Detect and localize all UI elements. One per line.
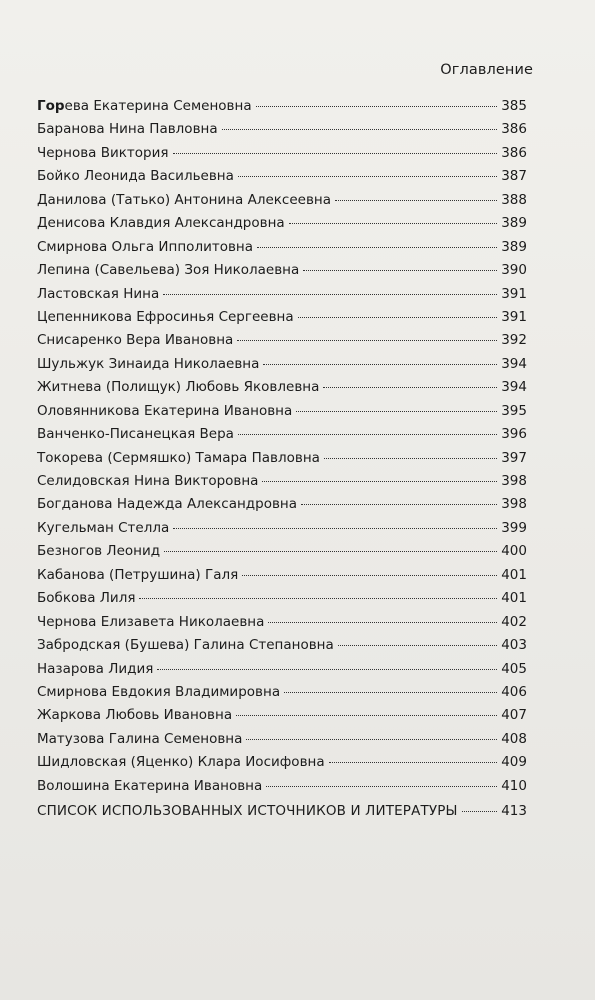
dot-leader — [296, 410, 497, 412]
dot-leader — [257, 246, 497, 248]
dot-leader — [173, 527, 497, 529]
toc-entry — [37, 803, 527, 826]
toc-entry-title: Забродская (Бушева) Галина Степановна — [37, 637, 334, 654]
toc-entry-title: Данилова (Татько) Антонина Алексеевна — [37, 191, 331, 208]
toc-entry-page-number: 405 — [501, 660, 527, 677]
toc-entry-page-number: 400 — [501, 543, 527, 560]
dot-leader — [335, 199, 497, 201]
toc-entry-title: Селидовская Нина Викторовна — [37, 473, 259, 489]
toc-entry — [37, 661, 527, 684]
toc-entry-page-number: 391 — [501, 285, 527, 302]
toc-entry — [37, 778, 527, 801]
toc-entry — [37, 520, 527, 543]
dot-leader — [324, 457, 497, 459]
toc-entry-page-number: 403 — [501, 637, 527, 654]
dot-leader — [284, 691, 497, 693]
toc-entry-title: Токорева (Сермяшко) Тамара Павловна — [37, 449, 320, 466]
toc-entry-title: Волошина Екатерина Ивановна — [37, 777, 263, 794]
toc-entry-title: Цепенникова Ефросинья Сергеевна — [37, 308, 294, 325]
toc-entry — [37, 192, 527, 215]
toc-entry — [37, 262, 527, 285]
toc-entry-title — [37, 98, 252, 114]
toc-entry — [37, 637, 527, 660]
toc-entry — [37, 707, 527, 730]
toc-entry — [37, 403, 527, 426]
toc-entry — [37, 145, 527, 168]
toc-entry-page-number: 396 — [501, 426, 527, 443]
toc-entry-title: Чернова Елизавета Николаевна — [37, 613, 265, 630]
toc-entry — [37, 543, 527, 566]
dot-leader — [237, 339, 497, 341]
toc-entry — [37, 215, 527, 238]
dot-leader — [242, 574, 497, 576]
toc-entry-page-number: 387 — [501, 168, 527, 185]
toc-entry-title-bold: Гор — [37, 98, 65, 114]
dot-leader — [246, 738, 497, 740]
toc-entry — [37, 731, 527, 754]
dot-leader — [329, 761, 497, 763]
dot-leader — [289, 222, 497, 224]
toc-entry — [37, 684, 527, 707]
toc-entry-page-number: 398 — [501, 473, 527, 489]
dot-leader — [157, 668, 497, 670]
toc-entry-title: Ванченко-Писанецкая Вера — [37, 426, 234, 443]
toc-entry — [37, 356, 527, 379]
dot-leader — [173, 152, 497, 154]
toc-entry-title: Бойко Леонида Васильевна — [37, 168, 234, 185]
dot-leader — [298, 316, 497, 318]
toc-entry-page-number: 389 — [501, 238, 527, 255]
dot-leader — [256, 105, 497, 107]
toc-entry — [37, 239, 527, 262]
toc-entry-page-number: 390 — [501, 262, 527, 279]
dot-leader — [238, 433, 497, 435]
toc-entry-page-number: 402 — [501, 613, 527, 630]
toc-entry-title: Кугельман Стелла — [37, 519, 170, 536]
toc-entry-title: Шидловская (Яценко) Клара Иосифовна — [37, 754, 325, 771]
toc-entry-page-number: 385 — [501, 98, 527, 114]
toc-entry-title: СПИСОК ИСПОЛЬЗОВАННЫХ ИСТОЧНИКОВ И ЛИТЕРАТУРЫ — [37, 803, 458, 820]
dot-leader — [268, 621, 497, 623]
toc-entry — [37, 614, 527, 637]
toc-entry — [37, 496, 527, 519]
toc-entry-page-number: 406 — [501, 683, 527, 700]
dot-leader — [139, 597, 497, 599]
toc-entry-title: Кабанова (Петрушина) Галя — [37, 566, 239, 583]
toc-entry-page-number: 394 — [501, 379, 527, 396]
toc-entry-page-number: 389 — [501, 215, 527, 232]
toc-entry — [37, 98, 527, 121]
toc-entry-title: Матузова Галина Семеновна — [37, 730, 243, 747]
toc-entry-title: Шульжук Зинаида Николаевна — [37, 355, 260, 372]
toc-entry — [37, 286, 527, 309]
toc-entry — [37, 379, 527, 402]
toc-entry-page-number: 394 — [501, 355, 527, 372]
toc-entry-page-number: 401 — [501, 566, 527, 583]
toc-entry-page-number: 401 — [501, 590, 527, 607]
toc-entry-page-number: 399 — [501, 519, 527, 536]
toc-entry-title: Денисова Клавдия Александровна — [37, 215, 285, 232]
toc-entry — [37, 473, 527, 496]
toc-entry-title: Оловянникова Екатерина Ивановна — [37, 402, 293, 419]
toc-entry-page-number: 408 — [501, 730, 527, 747]
page-header-title: Оглавление — [440, 62, 533, 78]
toc-entry-title: Смирнова Евдокия Владимировна — [37, 683, 281, 700]
dot-leader — [323, 386, 497, 388]
toc-entry-title: Бобкова Лиля — [37, 590, 136, 607]
toc-entry-title: Богданова Надежда Александровна — [37, 496, 298, 513]
toc-entry-page-number: 409 — [501, 754, 527, 771]
toc-entry — [37, 332, 527, 355]
dot-leader — [301, 503, 497, 505]
dot-leader — [266, 785, 497, 787]
toc-entry-title: Смирнова Ольга Ипполитовна — [37, 238, 254, 255]
toc-entry — [37, 590, 527, 613]
table-of-contents — [37, 98, 527, 827]
toc-entry-title: Снисаренко Вера Ивановна — [37, 332, 234, 349]
dot-leader — [262, 480, 497, 482]
dot-leader — [462, 810, 497, 812]
dot-leader — [238, 175, 497, 177]
toc-entry-title: Безногов Леонид — [37, 543, 161, 560]
toc-entry-page-number: 391 — [501, 308, 527, 325]
dot-leader — [303, 269, 497, 271]
toc-entry — [37, 309, 527, 332]
toc-entry-title-rest: ева Екатерина Семеновна — [64, 98, 252, 114]
toc-entry — [37, 567, 527, 590]
dot-leader — [222, 128, 497, 130]
toc-entry — [37, 450, 527, 473]
toc-entry-page-number: 386 — [501, 121, 527, 138]
toc-entry-page-number: 395 — [501, 402, 527, 419]
dot-leader — [164, 550, 497, 552]
toc-entry-title: Жаркова Любовь Ивановна — [37, 707, 233, 724]
dot-leader — [163, 293, 497, 295]
dot-leader — [263, 363, 497, 365]
toc-entry-title: Лепина (Савельева) Зоя Николаевна — [37, 262, 300, 279]
toc-entry-page-number: 410 — [501, 777, 527, 794]
toc-entry-page-number: 407 — [501, 707, 527, 724]
toc-entry-page-number: 413 — [501, 803, 527, 820]
toc-entry-title: Ластовская Нина — [37, 285, 160, 302]
toc-entry-title: Баранова Нина Павловна — [37, 121, 218, 138]
toc-entry-page-number: 398 — [501, 496, 527, 513]
toc-entry — [37, 426, 527, 449]
toc-entry-page-number: 386 — [501, 144, 527, 161]
toc-entry-page-number: 388 — [501, 191, 527, 208]
toc-entry — [37, 754, 527, 777]
toc-entry — [37, 168, 527, 191]
toc-entry-page-number: 392 — [501, 332, 527, 349]
dot-leader — [236, 714, 497, 716]
dot-leader — [338, 644, 497, 646]
toc-entry-title: Назарова Лидия — [37, 660, 154, 677]
toc-entry-title: Чернова Виктория — [37, 144, 169, 161]
toc-entry-title: Житнева (Полищук) Любовь Яковлевна — [37, 379, 320, 396]
toc-entry-page-number: 397 — [501, 449, 527, 466]
toc-entry — [37, 121, 527, 144]
